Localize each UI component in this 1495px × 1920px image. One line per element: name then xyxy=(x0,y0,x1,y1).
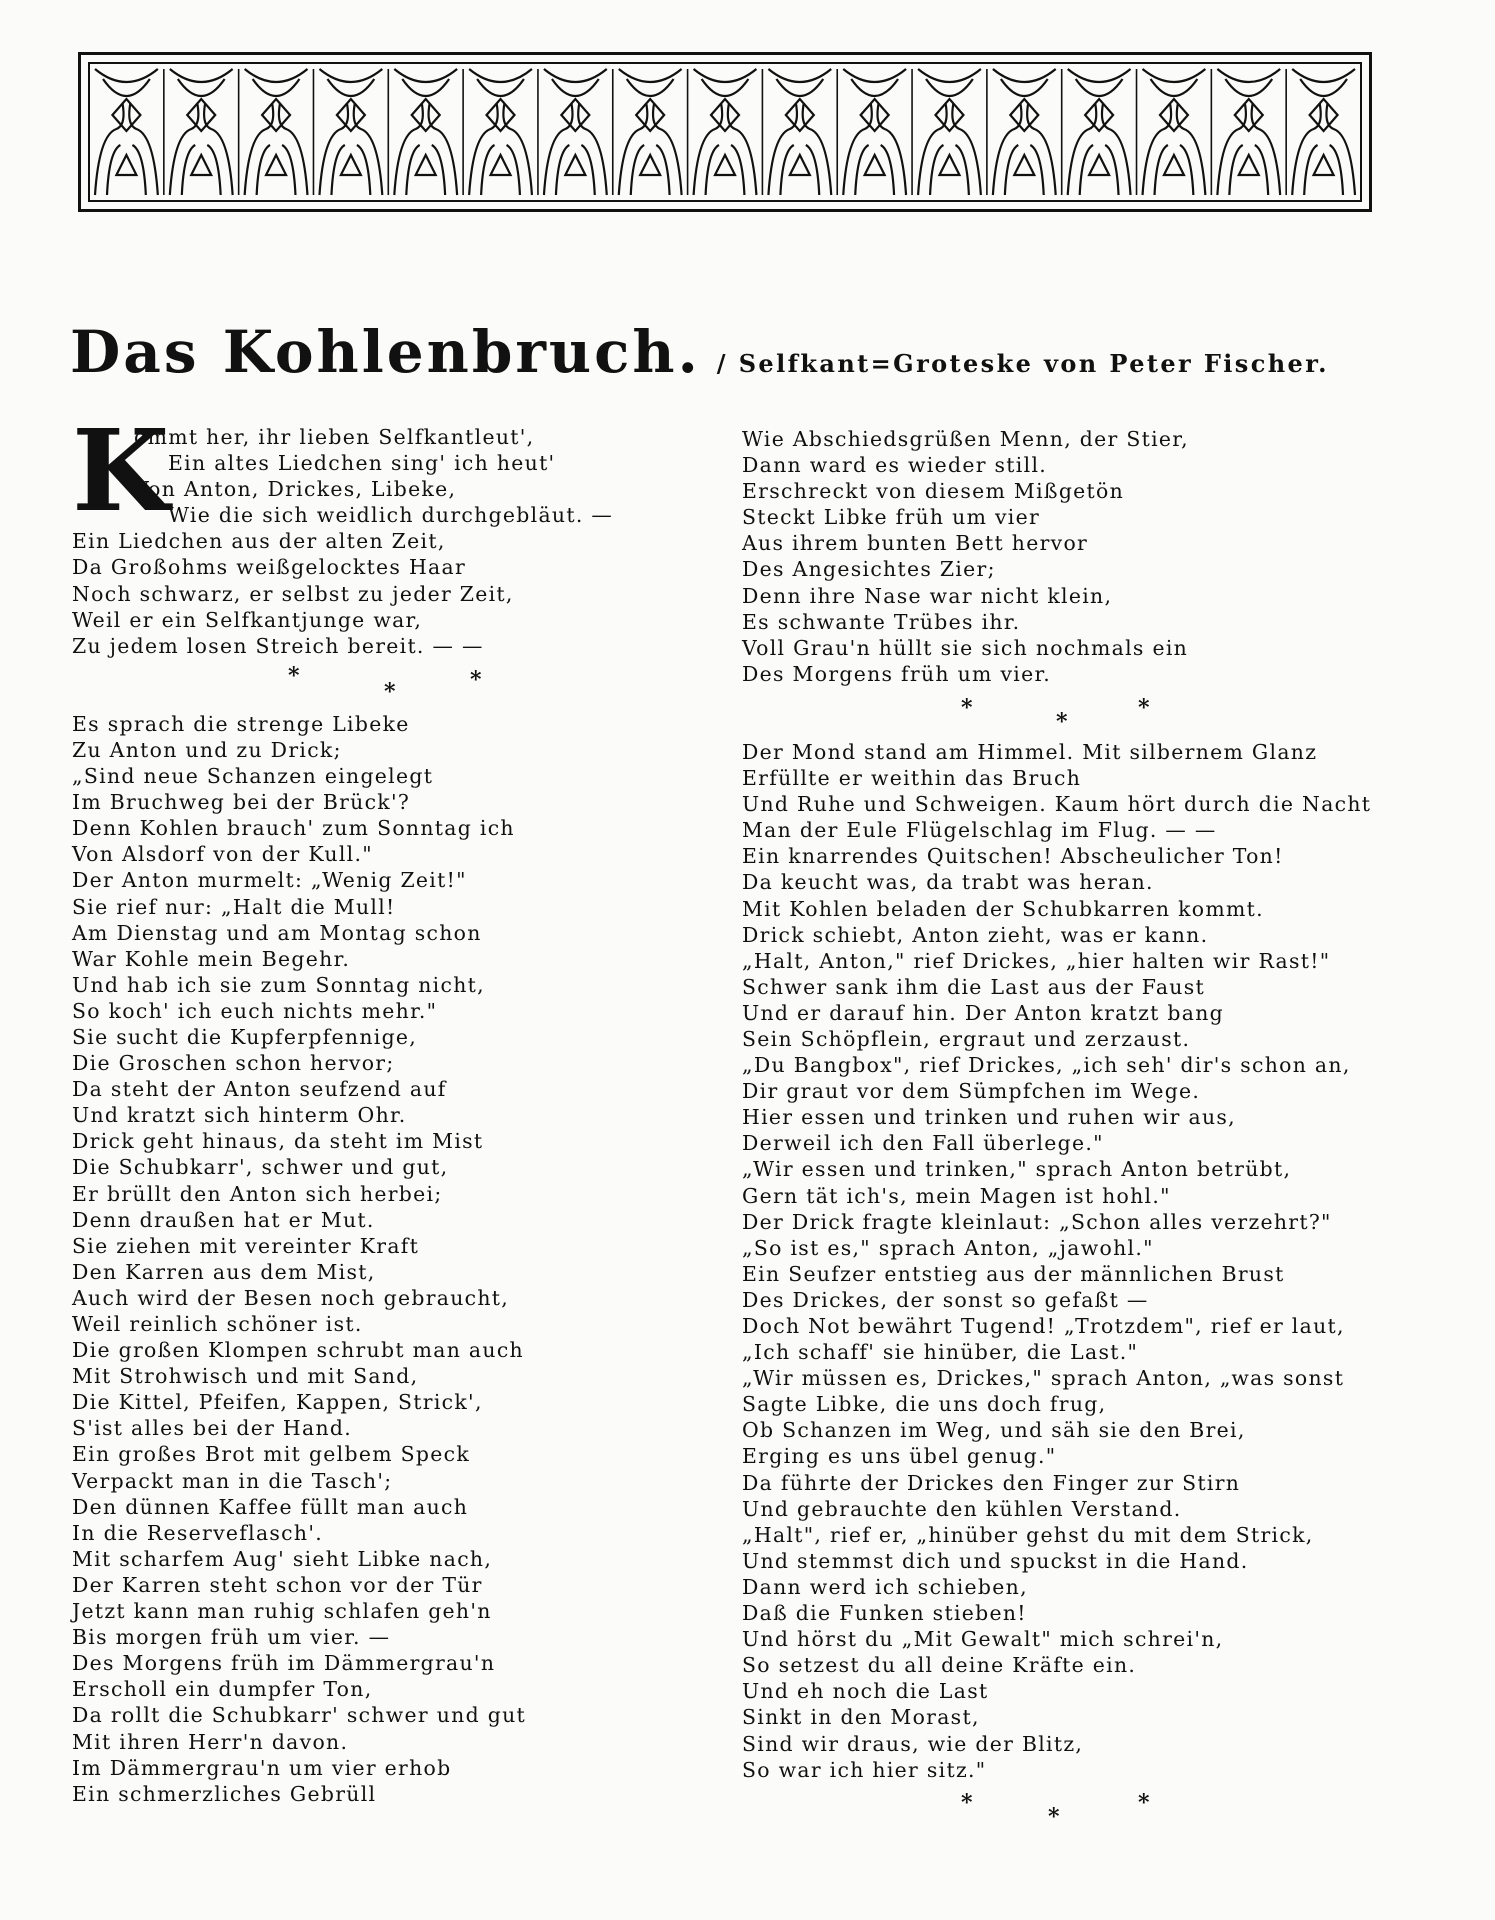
poem-line: Verpackt man in die Tasch'; xyxy=(72,1468,393,1493)
right-column xyxy=(742,426,1382,1783)
poem-line: Des Morgens früh im Dämmergrau'n xyxy=(72,1651,496,1676)
poem-line: Des Drickes, der sonst so gefaßt — xyxy=(742,1287,1149,1312)
poem-line: Sie rief nur: „Halt die Mull! xyxy=(72,894,396,919)
poem-line: Der Karren steht schon vor der Tür xyxy=(72,1572,483,1597)
article-title: Das Kohlenbruch. xyxy=(70,318,701,386)
poem-line: Doch Not bewährt Tugend! „Trotzdem", rief er laut, xyxy=(742,1314,1345,1338)
poem-line: Sind wir draus, wie der Blitz, xyxy=(742,1731,1084,1756)
poem-line: Den Karren aus dem Mist, xyxy=(72,1259,376,1284)
poem-line: Denn ihre Nase war nicht klein, xyxy=(742,583,1113,608)
poem-line: Er brüllt den Anton sich herbei; xyxy=(72,1181,443,1206)
poem-line: Und Ruhe und Schweigen. Kaum hört durch die Nacht xyxy=(742,792,1372,817)
ornamental-border-frame xyxy=(78,52,1372,212)
poem-line: Wie die sich weidlich durchgebläut. — xyxy=(168,503,614,528)
poem-line: Des Angesichtes Zier; xyxy=(742,557,996,582)
poem-line: Dann ward es wieder still. xyxy=(742,453,1048,478)
divider-star: * xyxy=(961,1790,973,1816)
poem-line: So koch' ich euch nichts mehr." xyxy=(72,998,438,1023)
poem-line: Noch schwarz, er selbst zu jeder Zeit, xyxy=(72,581,514,606)
poem-line: Und kratzt sich hinterm Ohr. xyxy=(72,1103,407,1128)
right-stanza-2 xyxy=(742,739,1382,1783)
ornament-pattern xyxy=(81,55,1369,209)
left-stanza-1 xyxy=(72,528,712,658)
poem-line: Schwer sank ihm die Last aus der Faust xyxy=(742,974,1205,999)
poem-line: Ein Liedchen aus der alten Zeit, xyxy=(72,529,446,554)
poem-line: Von Alsdorf von der Kull." xyxy=(72,842,373,867)
poem-line: Sinkt in den Morast, xyxy=(742,1705,980,1730)
poem-line: Voll Grau'n hüllt sie sich nochmals ein xyxy=(742,635,1189,660)
divider-star: * xyxy=(1056,708,1068,735)
poem-line: „Wir müssen es, Drickes," sprach Anton, „was sonst xyxy=(742,1366,1345,1391)
poem-line: Wie Abschiedsgrüßen Menn, der Stier, xyxy=(742,427,1189,451)
poem-line: Und hab ich sie zum Sonntag nicht, xyxy=(72,972,485,997)
drop-cap-lines xyxy=(134,424,613,528)
opening-stanza xyxy=(72,406,712,537)
poem-line: Mit Strohwisch und mit Sand, xyxy=(72,1364,419,1389)
article-subtitle: / Selfkant=Groteske von Peter Fischer. xyxy=(716,349,1329,378)
poem-line: Ein Seufzer entstieg aus der männlichen Brust xyxy=(742,1261,1285,1286)
poem-line: Im Bruchweg bei der Brück'? xyxy=(72,790,411,815)
poem-line: Hier essen und trinken und ruhen wir aus, xyxy=(742,1105,1236,1130)
poem-line: Der Anton murmelt: „Wenig Zeit!" xyxy=(72,868,467,893)
poem-line: Drick schiebt, Anton zieht, was er kann. xyxy=(742,922,1209,947)
poem-line: Dann werd ich schieben, xyxy=(742,1574,1028,1599)
poem-line: Da keucht was, da trabt was heran. xyxy=(742,870,1154,895)
poem-line: Drick geht hinaus, da steht im Mist xyxy=(72,1129,484,1154)
poem-line: Erfüllte er weithin das Bruch xyxy=(742,766,1082,791)
poem-line: ommt her, ihr lieben Selfkantleut', xyxy=(134,425,535,449)
poem-line: Da Großohms weißgelocktes Haar xyxy=(72,555,467,580)
poem-line: Auch wird der Besen noch gebraucht, xyxy=(72,1285,510,1310)
poem-line: „Sind neue Schanzen eingelegt xyxy=(72,764,434,789)
poem-line: Da steht der Anton seufzend auf xyxy=(72,1077,447,1102)
poem-line: Es sprach die strenge Libeke xyxy=(72,711,410,736)
poem-line: Denn Kohlen brauch' zum Sonntag ich xyxy=(72,816,515,841)
poem-line: Der Drick fragte kleinlaut: „Schon alles verzehrt?" xyxy=(742,1209,1332,1234)
poem-line: Sagte Libke, die uns doch frug, xyxy=(742,1392,1107,1417)
poem-line: Derweil ich den Fall überlege." xyxy=(742,1131,1104,1156)
poem-line: „Ich schaff' sie hinüber, die Last." xyxy=(742,1340,1139,1365)
poem-line: War Kohle mein Begehr. xyxy=(72,946,351,971)
poem-line: S'ist alles bei der Hand. xyxy=(72,1416,353,1441)
poem-line: In die Reserveflasch'. xyxy=(72,1520,324,1545)
poem-line: Und er darauf hin. Der Anton kratzt bang xyxy=(742,1000,1225,1025)
poem-line: Und stemmst dich und spuckst in die Hand. xyxy=(742,1548,1249,1573)
poem-line: Und gebrauchte den kühlen Verstand. xyxy=(742,1496,1182,1521)
divider-star: * xyxy=(470,666,482,693)
poem-line: Ein altes Liedchen sing' ich heut' xyxy=(168,451,556,476)
right-stanza-1 xyxy=(742,426,1382,687)
poem-line: Denn draußen hat er Mut. xyxy=(72,1207,375,1232)
poem-line: So setzest du all deine Kräfte ein. xyxy=(742,1653,1137,1678)
poem-line: Des Morgens früh um vier. xyxy=(742,661,1052,686)
poem-line: Am Dienstag und am Montag schon xyxy=(72,920,482,945)
poem-line: Erging es uns übel genug." xyxy=(742,1444,1057,1469)
left-column xyxy=(72,406,712,1807)
poem-line: Im Dämmergrau'n um vier erhob xyxy=(72,1755,452,1780)
poem-line: Von Anton, Drickes, Libeke, xyxy=(134,477,457,502)
divider-star: * xyxy=(961,694,973,721)
poem-line: Die großen Klompen schrubt man auch xyxy=(72,1338,524,1363)
poem-line: Zu jedem losen Streich bereit. — — xyxy=(72,633,484,658)
left-stanza-2 xyxy=(72,711,712,1807)
poem-line: „Wir essen und trinken," sprach Anton betrübt, xyxy=(742,1157,1292,1182)
poem-line: Den dünnen Kaffee füllt man auch xyxy=(72,1494,469,1519)
poem-line: Der Mond stand am Himmel. Mit silbernem Glanz xyxy=(742,739,1318,764)
poem-line: Weil er ein Selfkantjunge war, xyxy=(72,607,423,632)
article-heading xyxy=(70,318,1400,398)
poem-line: Steckt Libke früh um vier xyxy=(742,505,1041,530)
divider-star: * xyxy=(1048,1804,1060,1830)
poem-line: „Halt", rief er, „hinüber gehst du mit dem Strick, xyxy=(742,1522,1314,1547)
poem-line: Sie ziehen mit vereinter Kraft xyxy=(72,1233,420,1258)
poem-line: „So ist es," sprach Anton, „jawohl." xyxy=(742,1235,1154,1260)
poem-line: Man der Eule Flügelschlag im Flug. — — xyxy=(742,818,1217,843)
poem-line: Daß die Funken stieben! xyxy=(742,1601,1027,1626)
divider-star: * xyxy=(384,678,396,705)
poem-line: Gern tät ich's, mein Magen ist hohl." xyxy=(742,1183,1171,1208)
poem-line: Weil reinlich schöner ist. xyxy=(72,1312,363,1337)
section-divider-stars xyxy=(742,687,1382,739)
poem-line: Aus ihrem bunten Bett hervor xyxy=(742,531,1089,556)
poem-line: Die Kittel, Pfeifen, Kappen, Strick', xyxy=(72,1390,483,1415)
poem-line: „Halt, Anton," rief Drickes, „hier halten wir Rast!" xyxy=(742,948,1331,973)
poem-line: Mit scharfem Aug' sieht Libke nach, xyxy=(72,1546,493,1571)
poem-line: Erschreckt von diesem Mißgetön xyxy=(742,479,1125,504)
poem-line: Erscholl ein dumpfer Ton, xyxy=(72,1677,373,1702)
poem-line: Dir graut vor dem Sümpfchen im Wege. xyxy=(742,1079,1201,1104)
poem-line: Ein großes Brot mit gelbem Speck xyxy=(72,1442,470,1467)
poem-line: Sein Schöpflein, ergraut und zerzaust. xyxy=(742,1026,1191,1051)
closing-divider-stars xyxy=(742,1786,1382,1830)
poem-line: Und eh noch die Last xyxy=(742,1679,989,1704)
poem-line: Da führte der Drickes den Finger zur Stirn xyxy=(742,1470,1241,1495)
poem-line: Bis morgen früh um vier. — xyxy=(72,1625,391,1650)
poem-line: Ein schmerzliches Gebrüll xyxy=(72,1781,377,1806)
poem-line: Mit Kohlen beladen der Schubkarren kommt. xyxy=(742,896,1264,921)
poem-line: Da rollt die Schubkarr' schwer und gut xyxy=(72,1703,526,1728)
poem-line: Die Groschen schon hervor; xyxy=(72,1051,395,1076)
poem-line: So war ich hier sitz." xyxy=(742,1757,987,1782)
poem-line: „Du Bangbox", rief Drickes, „ich seh' dir's schon an, xyxy=(742,1053,1351,1078)
poem-line: Ein knarrendes Quitschen! Abscheulicher Ton! xyxy=(742,844,1284,869)
poem-line: Ob Schanzen im Weg, und säh sie den Brei, xyxy=(742,1418,1246,1443)
section-divider-stars xyxy=(72,659,712,711)
poem-line: Die Schubkarr', schwer und gut, xyxy=(72,1155,449,1180)
poem-line: Zu Anton und zu Drick; xyxy=(72,737,342,762)
divider-star: * xyxy=(288,662,300,689)
poem-line: Und hörst du „Mit Gewalt" mich schrei'n, xyxy=(742,1627,1224,1652)
poem-line: Es schwante Trübes ihr. xyxy=(742,609,1021,634)
drop-cap-letter: K xyxy=(72,406,170,537)
poem-line: Mit ihren Herr'n davon. xyxy=(72,1729,349,1754)
poem-line: Jetzt kann man ruhig schlafen geh'n xyxy=(72,1599,492,1624)
divider-star: * xyxy=(1138,694,1150,721)
poem-line: Sie sucht die Kupferpfennige, xyxy=(72,1024,418,1049)
divider-star: * xyxy=(1138,1790,1150,1816)
